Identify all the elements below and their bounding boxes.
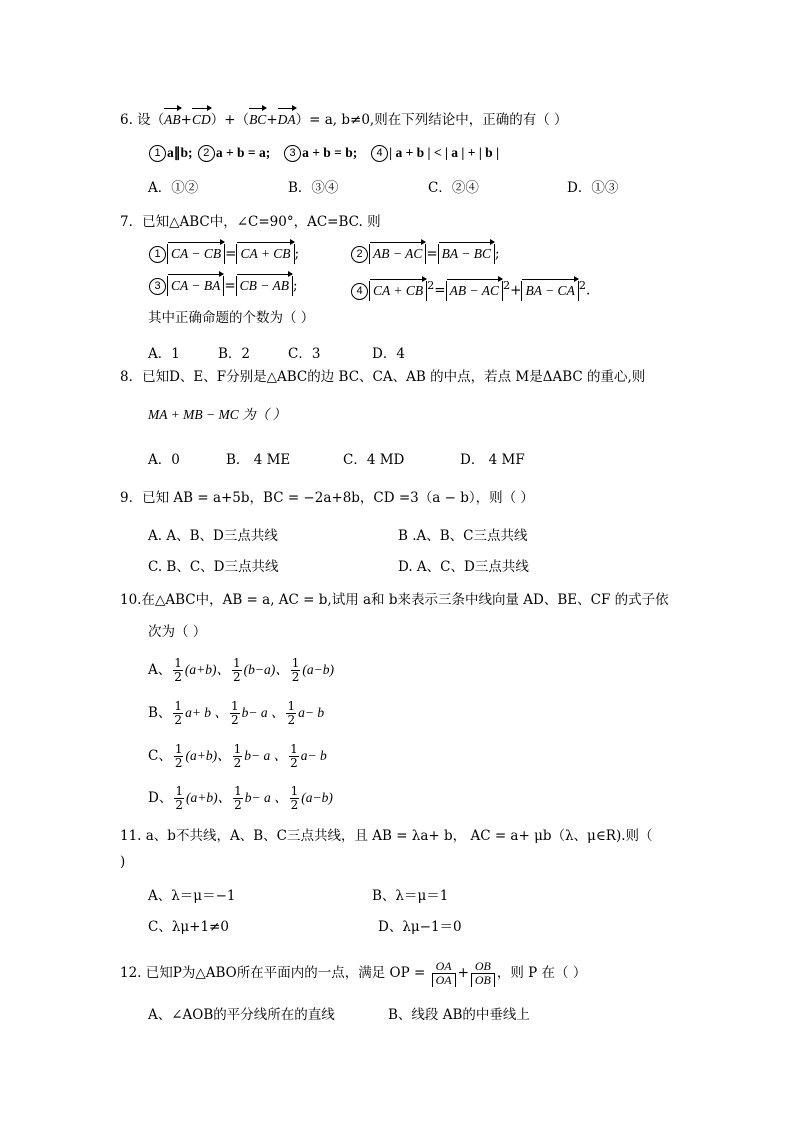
q7-option-d: D．4 [372,346,405,362]
q7-option-a: A．1 [148,346,180,362]
q6-option-b: B．③④ [288,180,339,196]
vector-bc: BC [249,110,266,130]
q7-statement-2: 2 AB − AC = BA − BC ; [350,244,500,264]
question-12: 12. 已知P为△ABO所在平面内的一点，满足 OP = $\frac{OA}{OA}$ + $\frac{OB}{OB}$ ，则 P 在（ ） [120,959,587,987]
q11-stem-cont: ) [120,854,126,870]
q10-option-b: B、 $\frac{1}{2}$ a+ b 、 $\frac{1}{2}$ b− a 、 $\frac{1}{2}$ a− b [148,699,325,727]
circled-4-icon: 4 [371,145,388,162]
fraction-oa: $\frac{OA}{OA}$ [432,960,456,987]
question-6: 6. 设（AB+CD）+（BC+DA）= a, b≠0,则在下列结论中，正确的有（ ） [120,112,568,128]
q9-option-b: B .A、B、C三点共线 [398,528,528,544]
q9-option-d: D. A、C、D三点共线 [398,559,529,575]
question-7: 7．已知△ABC中，∠C=90°，AC=BC. 则 [120,214,381,230]
q10-stem-cont: 次为（ ） [148,624,207,640]
q9-option-a: A. A、B、D三点共线 [148,528,278,544]
q11-option-d: D、λμ−1＝0 [378,919,462,935]
question-9: 9．已知 AB = a+5b，BC = −2a+8b，CD =3（a − b），则（ ） [120,490,534,506]
q6-stem: 6. 设（ [120,112,165,128]
question-11: 11. a、b不共线，A、B、C三点共线，且 AB = λa+ b， AC = a+ μb（λ、μ∈R).则（ [120,828,653,844]
q6-option-c: C．②④ [428,180,479,196]
fraction-ob: $\frac{OB}{OB}$ [471,960,495,987]
q11-option-c: C、λμ+1≠0 [148,919,229,935]
q11-option-b: B、λ＝μ＝1 [372,888,449,904]
q8-option-b: B． 4 ME [226,452,291,468]
q8-option-a: A．0 [148,452,180,468]
q10-option-a: A、 $\frac{1}{2}$ (a+b)、 $\frac{1}{2}$ (b−a)、 $\frac{1}{2}$ (a−b) [148,656,334,684]
q9-option-c: C. B、C、D三点共线 [148,559,279,575]
q7-statement-4: 4 CA + CB $^2$= AB − AC $^2$+ BA − CA $^2$. [350,276,590,301]
vector-ab: AB [164,110,181,130]
q11-option-a: A、λ＝μ＝−1 [148,888,236,904]
q12-option-b: B、线段 AB的中垂线上 [388,1007,530,1023]
circled-2-icon: 2 [198,145,215,162]
q6-option-a: A．①② [148,180,199,196]
q7-option-c: C．3 [288,346,321,362]
circled-1-icon: 1 [149,145,166,162]
circled-3-icon: 3 [284,145,301,162]
q8-option-d: D． 4 MF [460,452,525,468]
question-8: 8．已知D、E、F分别是△ABC的边 BC、CA、AB 的中点，若点 M是ΔABC 的重心,则 [120,369,646,385]
question-10: 10.在△ABC中，AB = a, AC = b,试用 a和 b来表示三条中线向量 AD、BE、CF 的式子依 [120,592,669,608]
q6-option-d: D．①③ [567,180,619,196]
q10-option-c: C、 $\frac{1}{2}$ (a+b)、 $\frac{1}{2}$ b− a 、 $\frac{1}{2}$ a− b [148,742,327,770]
q6-statements: 1 a∥b; 2 a + b = a; 3 a + b = b; 4 | a + b | < | a | + | b | [148,143,499,163]
q12-option-a: A、∠AOB的平分线所在的直线 [148,1007,335,1023]
vector-cd: CD [192,110,211,130]
q8-expression: MA + MB − MC 为（ ） [148,407,286,422]
q7-statement-1: 1 CA − CB = CA + CB ; [148,244,299,264]
vector-da: DA [278,110,296,130]
q7-statement-3: 3 CA − BA = CB − AB ; [148,276,298,296]
q10-option-d: D、 $\frac{1}{2}$ (a+b)、 $\frac{1}{2}$ b− a 、 $\frac{1}{2}$ (a−b) [148,784,333,812]
q7-ask: 其中正确命题的个数为（ ） [148,310,315,326]
q7-option-b: B．2 [218,346,251,362]
q8-option-c: C．4 MD [343,452,405,468]
